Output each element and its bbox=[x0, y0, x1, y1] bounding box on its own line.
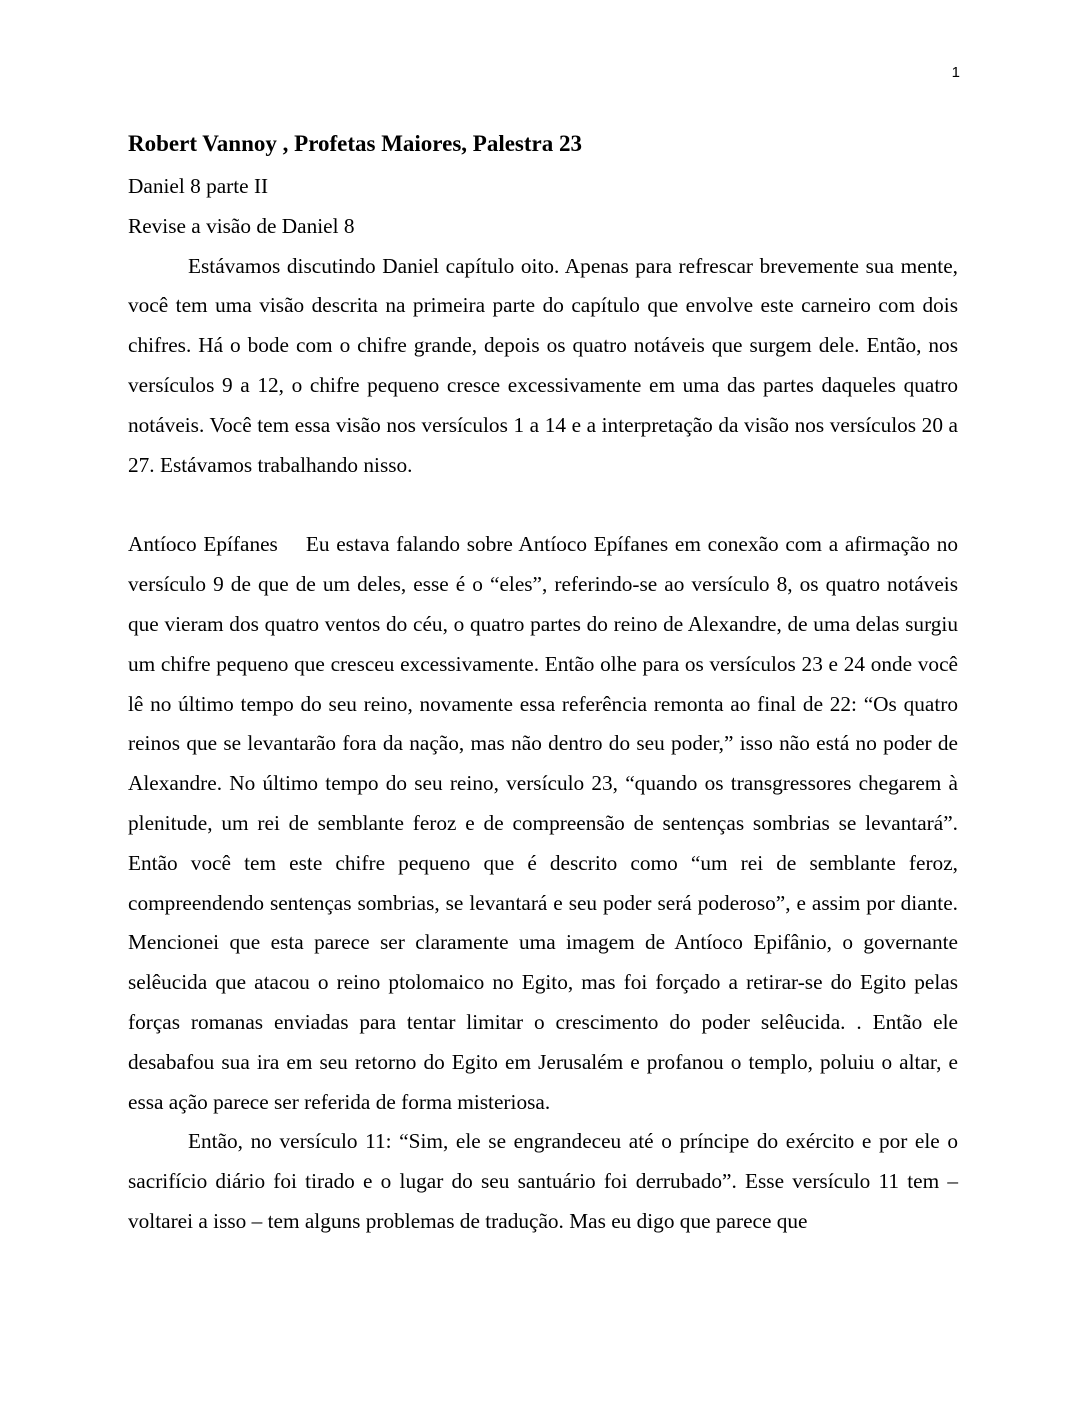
document-body bbox=[128, 124, 958, 1242]
subtitle-review: Revise a visão de Daniel 8 bbox=[128, 213, 355, 238]
paragraph-antiochus-text: Eu estava falando sobre Antíoco Epífanes em conexão com a afirmação no versículo 9 de que de um deles, esse é o “eles”, referindo-se ao versículo 8, os quatro notáveis que vieram dos quatro ventos do céu, o quatro partes do reino de Alexandre, de uma delas surgiu um chifre pequeno que cresceu excessivamente. Então olhe para os versículos 23 e 24 onde você lê no último tempo do seu reino, novamente essa referência remonta ao final de 22: “Os quatro reinos que se levantarão fora da nação, mas não dentro do seu poder,” isso não está no poder de Alexandre. No último tempo do seu reino, versículo 23, “quando os transgressores chegarem à plenitude, um rei de semblante feroz e de compreensão de sentenças sombrias se levantará”. Então você tem este chifre pequeno que é descrito como “um rei de semblante feroz, compreendendo sentenças sombrias, se levantará e seu poder será poderoso”, e assim por diante. Mencionei que esta parece ser claramente uma imagem de Antíoco Epifânio, o governante selêucida que atacou o reino ptolomaico no Egito, mas foi forçado a retirar-se do Egito pelas forças romanas enviadas para tentar limitar o crescimento do poder selêucida. . Então ele desabafou sua ira em seu retorno do Egito em Jerusalém e profanou o templo, poluiu o altar, e essa ação parece ser referida de forma misteriosa. bbox=[128, 532, 958, 1114]
page-number: 1 bbox=[951, 64, 960, 81]
paragraph-intro: Estávamos discutindo Daniel capítulo oito. Apenas para refrescar brevemente sua mente, você tem uma visão descrita na primeira parte do capítulo que envolve este carneiro com dois chifres. Há o bode com o chifre grande, depois os quatro notáveis que surgem dele. Então, nos versículos 9 a 12, o chifre pequeno cresce excessivamente em uma das partes daqueles quatro notáveis. Você tem essa visão nos versículos 1 a 14 e a interpretação da visão nos versículos 20 a 27. Estávamos trabalhando nisso. bbox=[128, 253, 958, 477]
subtitle-part: Daniel 8 parte II bbox=[128, 174, 269, 198]
paragraph-antiochus bbox=[128, 525, 958, 1122]
paragraph-verse-11: Então, no versículo 11: “Sim, ele se engrandeceu até o príncipe do exército e por ele o sacrifício diário foi tirado e o lugar do seu santuário foi derrubado”. Esse versículo 11 tem – voltarei a isso – tem alguns problemas de tradução. Mas eu digo que parece que bbox=[128, 1129, 958, 1233]
document-title: Robert Vannoy , Profetas Maiores, Palestra 23 bbox=[128, 131, 582, 156]
section-heading-antiochus: Antíoco Epífanes bbox=[128, 532, 278, 557]
